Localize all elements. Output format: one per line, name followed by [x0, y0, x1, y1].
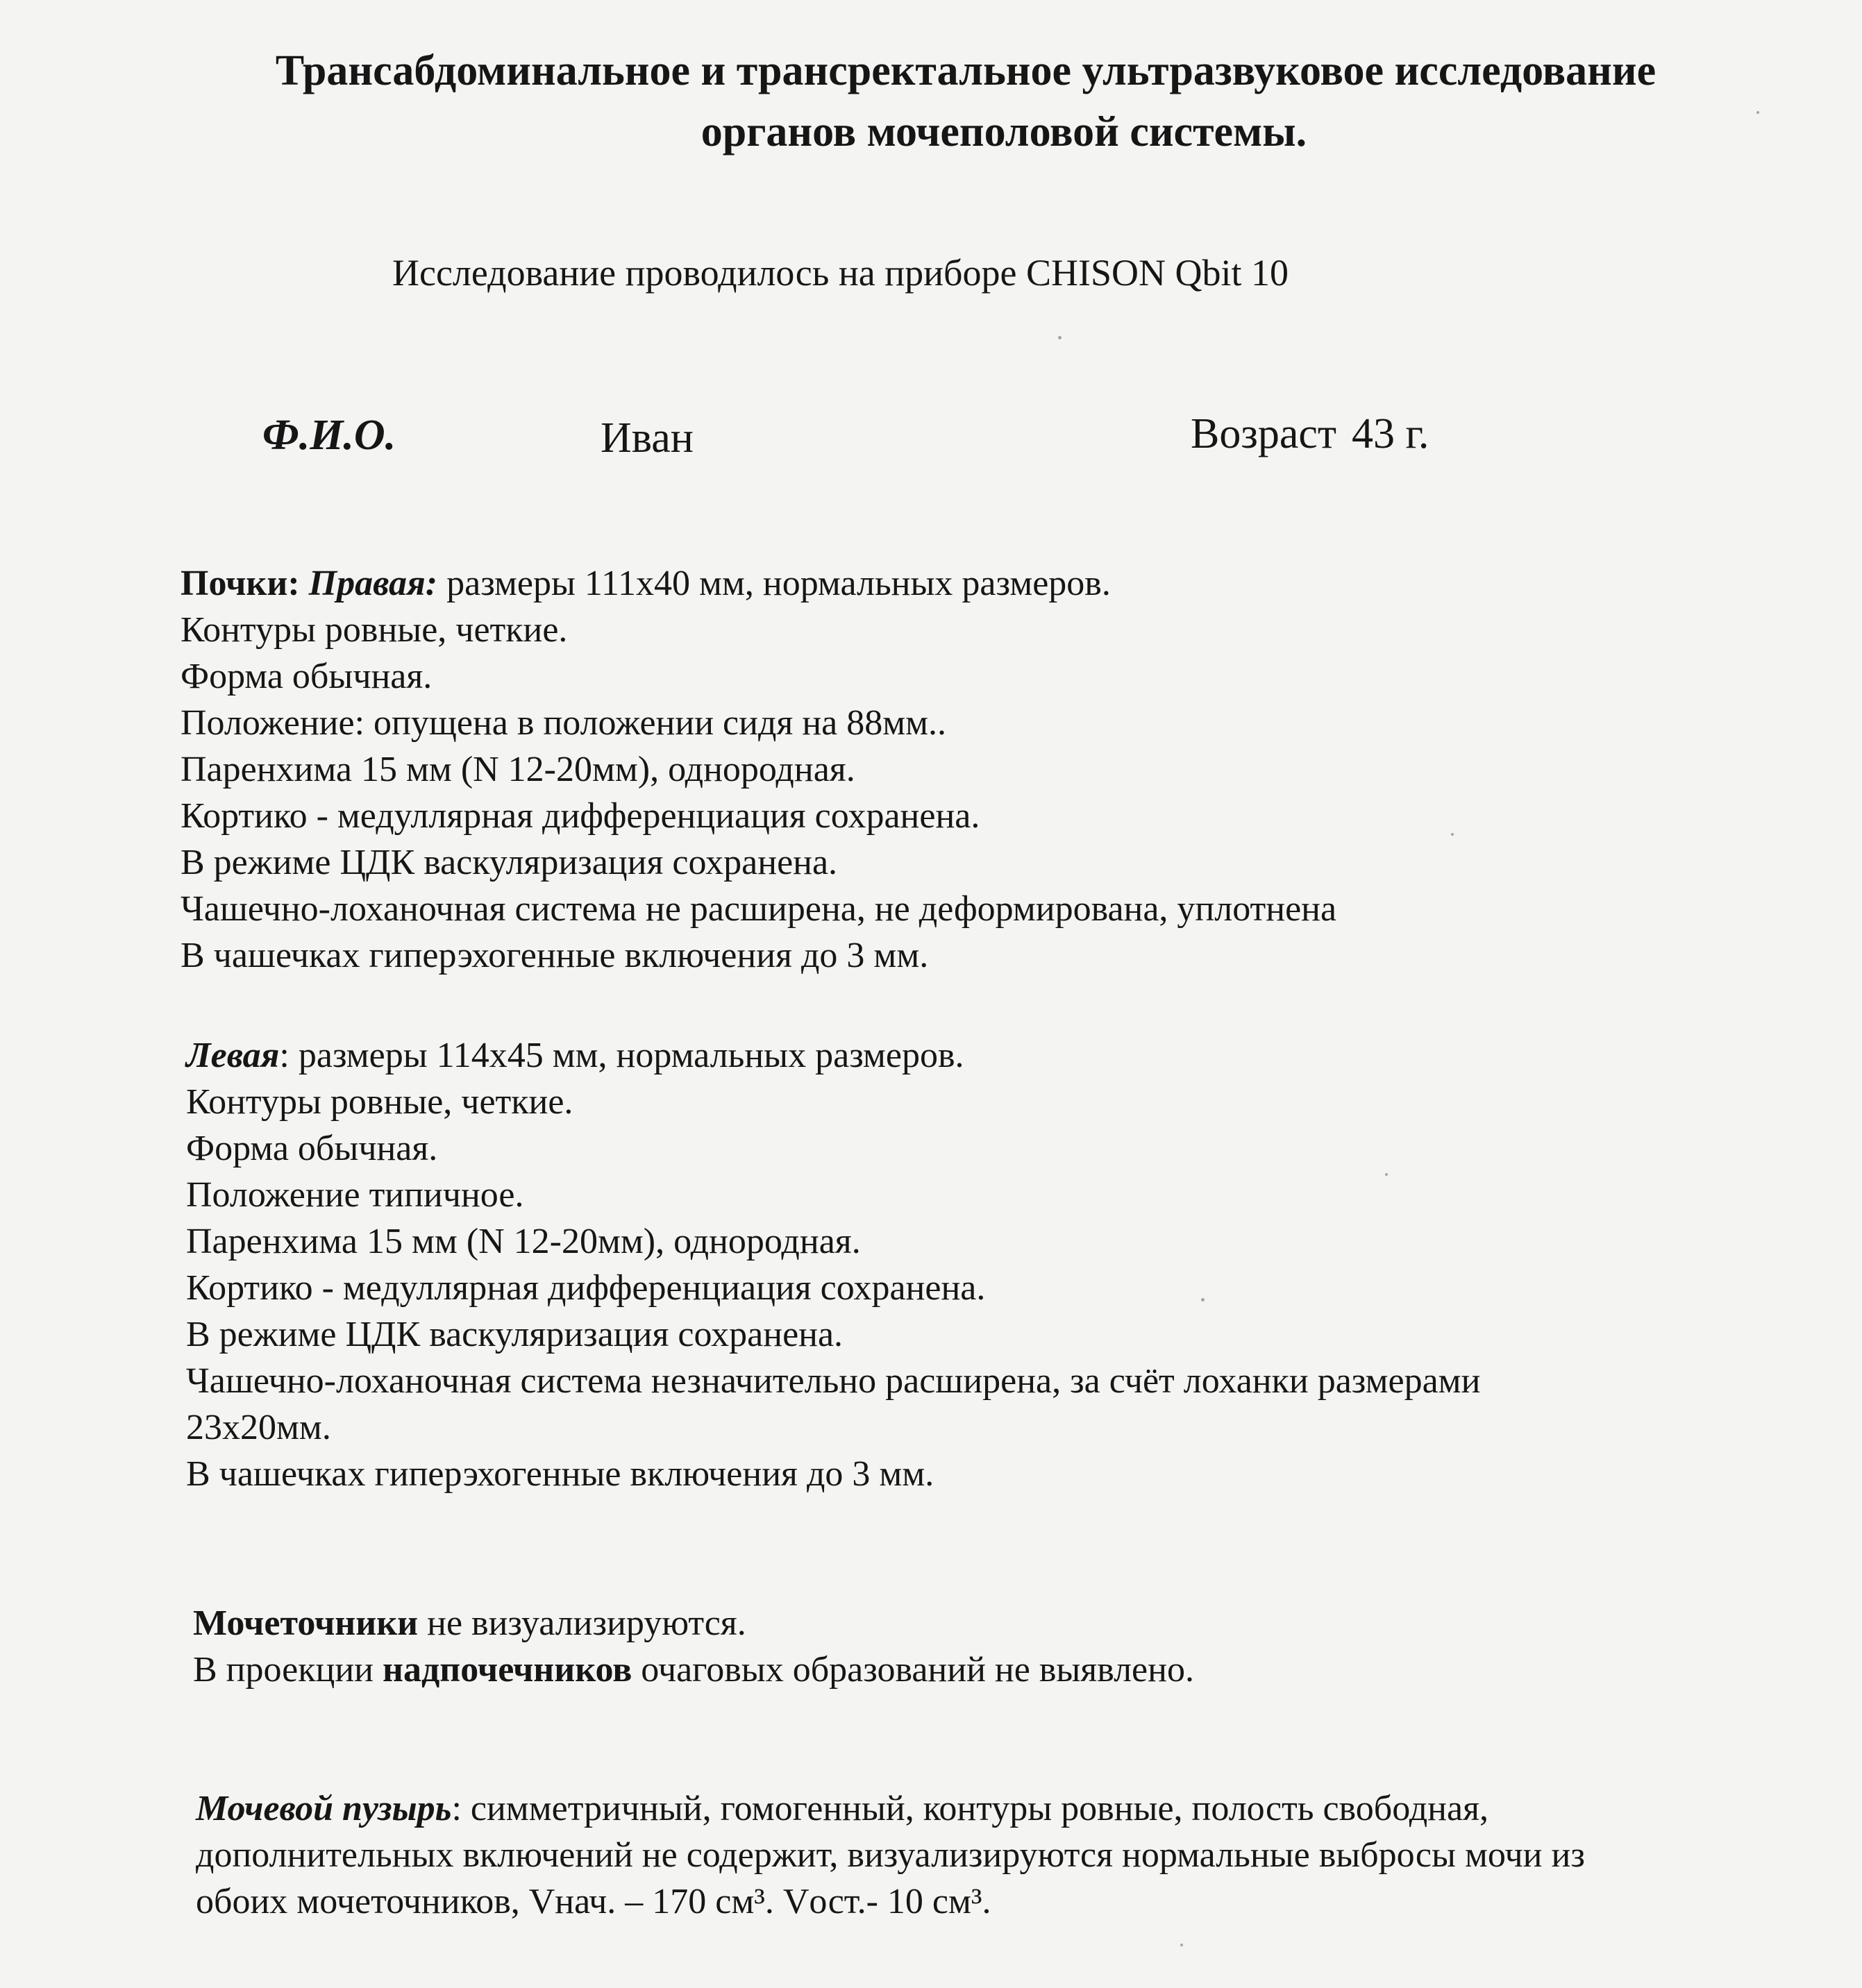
- scan-speck: [1385, 1173, 1388, 1176]
- patient-name: Иван: [601, 414, 694, 462]
- bladder-line-3: обоих мочеточников, Vнач. – 170 см³. Vост.- 10 см³.: [196, 1882, 991, 1921]
- right-kidney-size: размеры 111х40 мм, нормальных размеров.: [437, 564, 1111, 603]
- title-line-1: Трансабдоминальное и трансректальное ультразвуковое исследование: [275, 47, 1656, 94]
- bladder-line-1: [196, 1785, 1585, 1832]
- left-kidney-line: В чашечках гиперэхогенные включения до 3 мм.: [186, 1454, 934, 1494]
- kidneys-label: Почки:: [181, 564, 300, 603]
- ureters-section: [193, 1600, 1194, 1693]
- bladder-line-1-text: : симметричный, гомогенный, контуры ровные, полость свободная,: [451, 1789, 1488, 1828]
- left-kidney-line: Положение типичное.: [186, 1175, 524, 1215]
- right-kidney-line: В режиме ЦДК васкуляризация сохранена.: [181, 843, 838, 882]
- left-kidney-label: Левая: [186, 1036, 280, 1075]
- right-kidney-line: Паренхима 15 мм (N 12-20мм), однородная.: [181, 750, 855, 789]
- age-value: 43 г.: [1351, 410, 1429, 457]
- scan-speck: [1058, 336, 1062, 339]
- right-kidney-line: В чашечках гиперэхогенные включения до 3 мм.: [181, 936, 929, 975]
- left-kidney-line: Чашечно-лоханочная система незначительно расширена, за счёт лоханки размерами: [186, 1361, 1481, 1401]
- scan-speck: [1756, 111, 1759, 114]
- right-kidney-line: Чашечно-лоханочная система не расширена, не деформирована, уплотнена: [181, 889, 1337, 929]
- adrenal-line: [193, 1646, 1194, 1693]
- left-kidney-line: В режиме ЦДК васкуляризация сохранена.: [186, 1315, 844, 1354]
- bladder-line-2: дополнительных включений не содержит, визуализируются нормальные выбросы мочи из: [196, 1835, 1585, 1875]
- right-kidney-section: [181, 560, 1336, 979]
- right-kidney-first-line: [181, 560, 1336, 607]
- document-title: [0, 40, 1862, 162]
- left-kidney-line: Форма обычная.: [186, 1129, 438, 1168]
- right-kidney-line: Положение: опущена в положении сидя на 88мм..: [181, 703, 947, 743]
- left-kidney-line: 23х20мм.: [186, 1408, 331, 1447]
- left-kidney-size: : размеры 114х45 мм, нормальных размеров.: [279, 1036, 964, 1075]
- patient-age: [1191, 410, 1429, 459]
- adrenal-label: надпочечников: [382, 1650, 632, 1690]
- left-kidney-line: Контуры ровные, четкие.: [186, 1082, 573, 1122]
- device-note: Исследование проводилось на приборе CHISON Qbit 10: [392, 252, 1289, 294]
- bladder-label: Мочевой пузырь: [196, 1789, 452, 1828]
- right-kidney-line: Форма обычная.: [181, 657, 433, 696]
- fio-label: Ф.И.О.: [262, 412, 396, 459]
- adrenal-prefix: В проекции: [193, 1650, 383, 1690]
- ureters-label: Мочеточники: [193, 1603, 419, 1643]
- scan-speck: [1451, 833, 1454, 836]
- left-kidney-line: Паренхима 15 мм (N 12-20мм), однородная.: [186, 1222, 861, 1261]
- ureters-line: [193, 1600, 1194, 1646]
- scan-speck: [1180, 1944, 1183, 1946]
- left-kidney-line: Кортико - медуллярная дифференциация сохранена.: [186, 1268, 986, 1308]
- left-kidney-first-line: [186, 1032, 1480, 1079]
- right-kidney-line: Контуры ровные, четкие.: [181, 610, 568, 650]
- bladder-section: [196, 1785, 1585, 1925]
- right-kidney-line: Кортико - медуллярная дифференциация сохранена.: [181, 796, 980, 836]
- adrenal-text: очаговых образований не выявлено.: [632, 1650, 1194, 1690]
- left-kidney-section: [186, 1032, 1480, 1497]
- title-line-2: органов мочеполовой системы.: [701, 108, 1307, 155]
- right-kidney-label: Правая:: [308, 564, 438, 603]
- age-label: Возраст: [1191, 410, 1336, 457]
- ureters-text: не визуализируются.: [418, 1603, 746, 1643]
- scan-speck: [1201, 1298, 1205, 1302]
